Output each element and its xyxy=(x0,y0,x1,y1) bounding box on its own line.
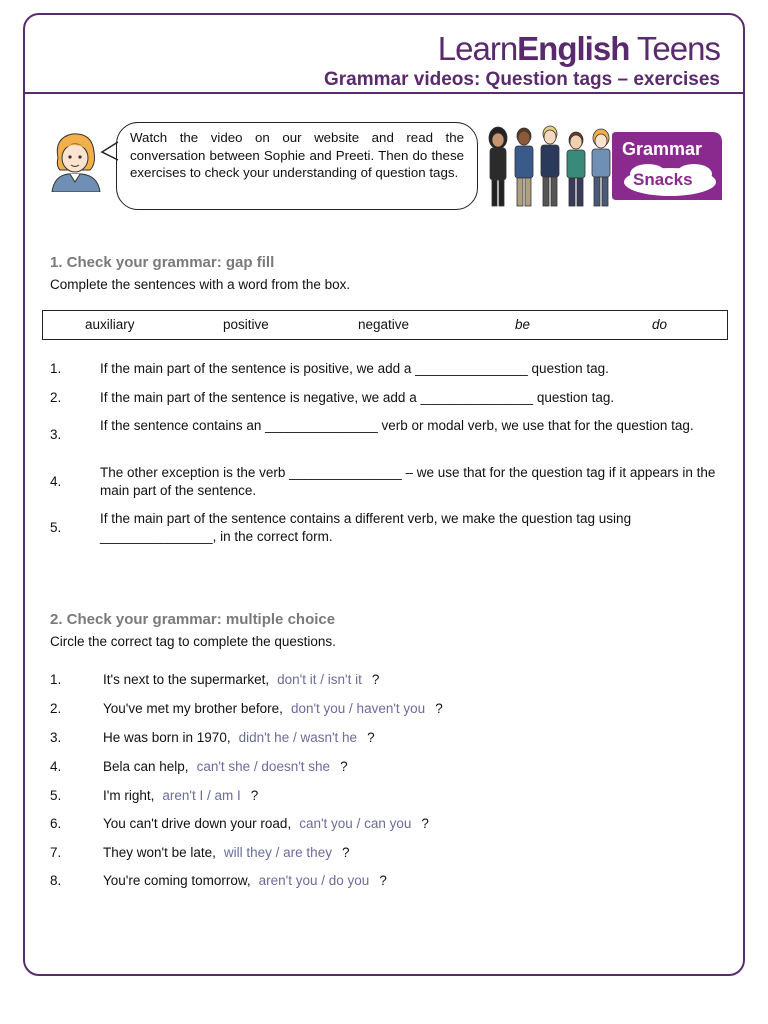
mc-stem: You've met my brother before, xyxy=(103,701,283,716)
intro-speech-bubble: Watch the video on our website and read the conversation between Sophie and Preeti. Then do these exercises to check your understanding of question tags. xyxy=(116,122,478,210)
gap-question-number: 4. xyxy=(50,474,62,489)
mc-end: ? xyxy=(421,816,429,831)
header-divider xyxy=(23,92,745,94)
mc-question-number: 2. xyxy=(50,701,62,716)
mc-question-number: 3. xyxy=(50,730,62,745)
mc-question xyxy=(103,701,443,716)
mc-stem: It's next to the supermarket, xyxy=(103,672,270,687)
word-box-item: positive xyxy=(223,317,269,332)
mc-question-number: 1. xyxy=(50,672,62,687)
word-box-item: do xyxy=(652,317,668,332)
mc-question xyxy=(103,816,429,831)
mc-options[interactable]: don't it / isn't it xyxy=(277,672,362,687)
grammar-snacks-badge xyxy=(612,132,722,200)
gap-question-text: The other exception is the verb _______________ – we use that for the question tag if it appears in the main part of the sentence. xyxy=(100,465,716,498)
mc-question-number: 8. xyxy=(50,873,62,888)
sophie-avatar-icon xyxy=(46,128,104,192)
mc-question xyxy=(103,845,349,860)
mc-options[interactable]: didn't he / wasn't he xyxy=(238,730,358,745)
brand-logo: LearnEnglish Teens xyxy=(437,30,720,67)
mc-stem: You're coming tomorrow, xyxy=(103,873,251,888)
word-box-item: negative xyxy=(358,317,410,332)
section2-title: 2. Check your grammar: multiple choice xyxy=(50,611,336,628)
mc-stem: Bela can help, xyxy=(103,759,189,774)
gap-question-text: If the main part of the sentence is positive, we add a _______________ question tag. xyxy=(100,361,609,376)
badge-line1: Grammar xyxy=(622,139,703,159)
mc-question-number: 5. xyxy=(50,788,62,803)
mc-end: ? xyxy=(435,701,443,716)
section2-instruction: Circle the correct tag to complete the questions. xyxy=(50,634,336,649)
teens-group-icon xyxy=(484,124,612,210)
mc-stem: You can't drive down your road, xyxy=(103,816,292,831)
mc-question xyxy=(103,672,379,687)
gap-question-text: If the main part of the sentence is negative, we add a _______________ question tag. xyxy=(100,390,615,405)
mc-options[interactable]: can't she / doesn't she xyxy=(196,759,331,774)
gap-question-number: 1. xyxy=(50,361,62,376)
mc-question-number: 7. xyxy=(50,845,62,860)
mc-stem: He was born in 1970, xyxy=(103,730,231,745)
mc-question xyxy=(103,873,387,888)
word-box-item: auxiliary xyxy=(85,317,135,332)
mc-question-number: 6. xyxy=(50,816,62,831)
mc-question xyxy=(103,730,375,745)
word-box xyxy=(42,310,728,340)
badge-line2: Snacks xyxy=(633,170,693,189)
mc-options[interactable]: will they / are they xyxy=(223,845,332,860)
mc-stem: They won't be late, xyxy=(103,845,216,860)
mc-options[interactable]: can't you / can you xyxy=(299,816,412,831)
gap-question-number: 2. xyxy=(50,390,62,405)
page-title: Grammar videos: Question tags – exercises xyxy=(323,69,720,90)
word-box-item: be xyxy=(515,317,531,332)
mc-stem: I'm right, xyxy=(103,788,155,803)
mc-end: ? xyxy=(341,845,350,860)
mc-options[interactable]: don't you / haven't you xyxy=(290,701,426,716)
gap-question-text: If the main part of the sentence contains a different verb, we make the question tag using _______________, in the correct form. xyxy=(100,511,632,544)
gap-question-number: 3. xyxy=(50,427,62,442)
section1-instruction: Complete the sentences with a word from the box. xyxy=(50,277,351,292)
mc-question-number: 4. xyxy=(50,759,62,774)
mc-end: ? xyxy=(371,672,380,687)
mc-end: ? xyxy=(250,788,259,803)
mc-question xyxy=(103,788,258,803)
section1-title: 1. Check your grammar: gap fill xyxy=(50,254,275,271)
mc-options[interactable]: aren't you / do you xyxy=(258,873,370,888)
mc-options[interactable]: aren't I / am I xyxy=(162,788,241,803)
mc-end: ? xyxy=(340,759,348,774)
gap-question-number: 5. xyxy=(50,520,62,535)
mc-end: ? xyxy=(379,873,387,888)
mc-end: ? xyxy=(367,730,375,745)
gap-question-text: If the sentence contains an _______________ verb or modal verb, we use that for the question tag. xyxy=(100,418,694,433)
mc-question xyxy=(103,759,348,774)
